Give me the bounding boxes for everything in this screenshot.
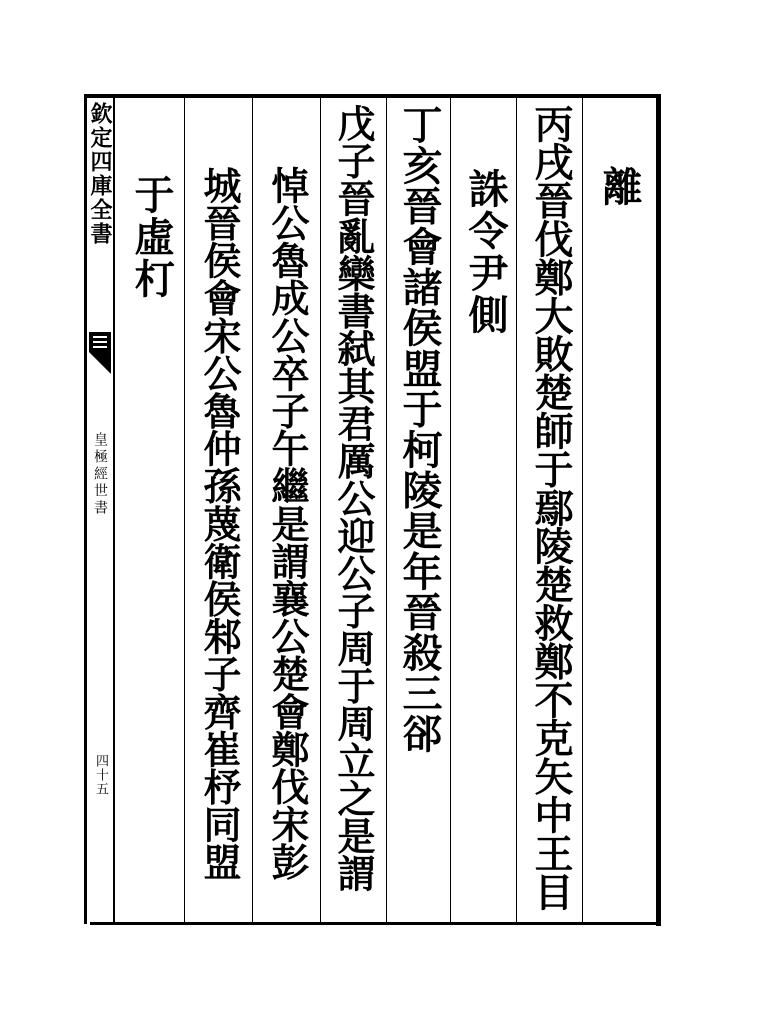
text-column: 戊子晉亂欒書弑其君厲公迎公子周于周立之是謂 [331, 104, 376, 892]
sub-title: 皇極經世書 [92, 432, 108, 517]
frame-top-border [84, 94, 661, 98]
column-rule [320, 98, 321, 922]
column-rule [184, 98, 185, 922]
frame-bottom-border [90, 922, 661, 925]
column-rule [386, 98, 387, 922]
text-column: 離 [596, 166, 643, 206]
text-column: 丙戌晉伐鄭大敗楚師于鄢陵楚救鄭不克矢中王目 [528, 104, 574, 911]
text-column: 于虛朾 [128, 174, 175, 300]
page-number: 四十五 [93, 754, 108, 796]
margin-rule [113, 98, 115, 922]
column-rule [252, 98, 253, 922]
text-column: 丁亥晉會諸侯盟于柯陵是年晉殺三郤 [396, 104, 443, 754]
text-column: 誅令尹側 [462, 168, 509, 336]
column-rule [582, 98, 583, 922]
text-column: 城晉侯會宋公魯仲孫蔑衛侯邾子齊崔杼同盟 [197, 166, 242, 881]
column-rule [516, 98, 517, 922]
text-column: 悼公魯成公卒子午繼是謂襄公楚會鄭伐宋彭 [265, 166, 310, 881]
column-rule [450, 98, 451, 922]
frame-right-border [656, 94, 661, 926]
fish-tail-mark [87, 330, 113, 376]
book-title: 欽定四庫全書 [87, 102, 113, 246]
